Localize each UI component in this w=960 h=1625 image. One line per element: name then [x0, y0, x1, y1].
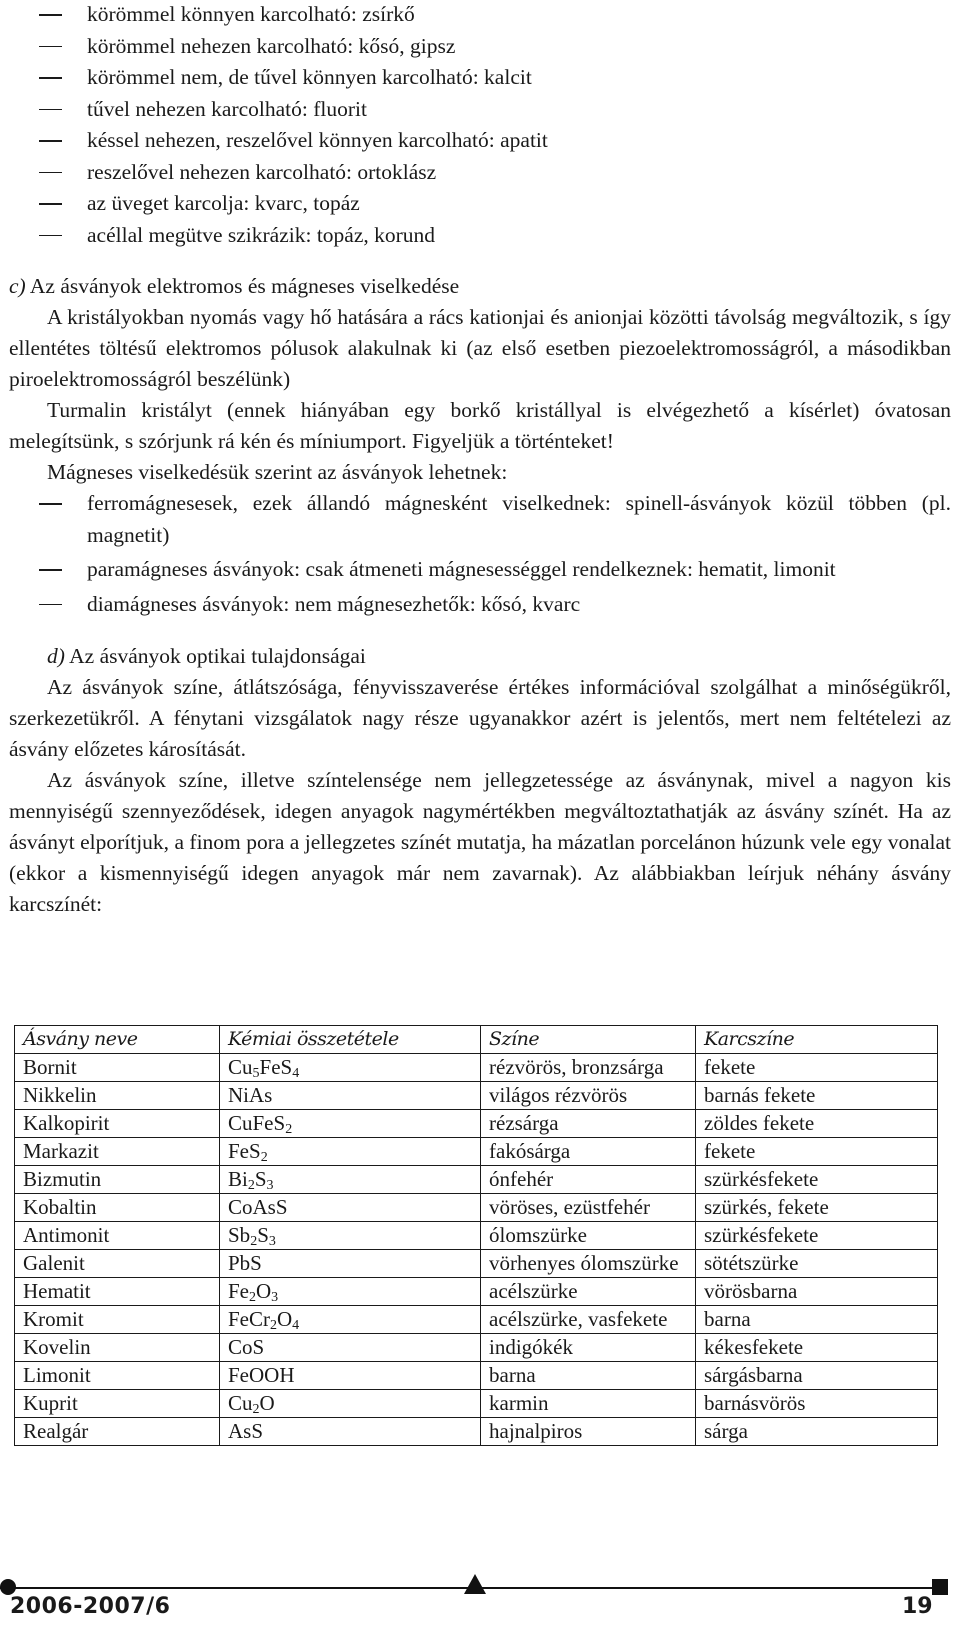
hardness-list-item: [9, 188, 951, 220]
cell-chemical-formula: [220, 1138, 481, 1166]
cell-mineral-name: Galenit: [15, 1250, 220, 1278]
cell-chemical-formula: [220, 1278, 481, 1306]
magnetic-list: [9, 488, 951, 620]
cell-chemical-formula: [220, 1194, 481, 1222]
cell-chemical-formula: [220, 1222, 481, 1250]
cell-mineral-name: Realgár: [15, 1418, 220, 1446]
table-row: [15, 1418, 938, 1446]
formula-element: CoAsS: [228, 1195, 288, 1219]
section-d-title: Az ásványok optikai tulajdonságai: [69, 644, 366, 668]
formula-element: O: [277, 1307, 293, 1331]
formula-element: S: [257, 1223, 269, 1247]
cell-color: ónfehér: [481, 1166, 696, 1194]
cell-color: vörhenyes ólomszürke: [481, 1250, 696, 1278]
formula-element: Fe: [228, 1279, 249, 1303]
cell-color: barna: [481, 1362, 696, 1390]
cell-color: ólomszürke: [481, 1222, 696, 1250]
cell-streak: sötétszürke: [696, 1250, 938, 1278]
magnetic-list-item: [9, 488, 951, 551]
formula-element: Bi: [228, 1167, 248, 1191]
section-c-title: Az ásványok elektromos és mágneses viselkedése: [29, 274, 460, 298]
formula-subscript: 5: [252, 1066, 260, 1081]
header-color: Színe: [481, 1026, 696, 1054]
cell-mineral-name: Kalkopirit: [15, 1110, 220, 1138]
cell-streak: barnás fekete: [696, 1082, 938, 1110]
cell-mineral-name: Limonit: [15, 1362, 220, 1390]
hardness-list-item: [9, 94, 951, 126]
cell-mineral-name: Bizmutin: [15, 1166, 220, 1194]
formula-subscript: 2: [285, 1122, 293, 1137]
footer-triangle-ornament: [464, 1574, 486, 1594]
cell-streak: sárga: [696, 1418, 938, 1446]
list-item-text: körömmel könnyen karcolható: zsírkő: [87, 2, 415, 26]
cell-mineral-name: Antimonit: [15, 1222, 220, 1250]
cell-color: karmin: [481, 1390, 696, 1418]
formula-subscript: 3: [268, 1234, 276, 1249]
cell-streak: fekete: [696, 1054, 938, 1082]
cell-mineral-name: Bornit: [15, 1054, 220, 1082]
cell-chemical-formula: [220, 1306, 481, 1334]
header-chemical-formula: Kémiai összetétele: [220, 1026, 481, 1054]
cell-color: rézsárga: [481, 1110, 696, 1138]
formula-subscript: 2: [250, 1234, 258, 1249]
formula-element: FeS: [228, 1139, 261, 1163]
formula-subscript: 2: [260, 1150, 268, 1165]
formula-subscript: 2: [247, 1178, 255, 1193]
cell-mineral-name: Kovelin: [15, 1334, 220, 1362]
hardness-list-item: [9, 125, 951, 157]
table-row: [15, 1250, 938, 1278]
list-item-text: diamágneses ásványok: nem mágnesezhetők: kősó, kvarc: [87, 591, 581, 616]
streak-color-table: [14, 1025, 938, 1446]
cell-chemical-formula: [220, 1166, 481, 1194]
cell-chemical-formula: [220, 1082, 481, 1110]
formula-subscript: 3: [271, 1290, 279, 1305]
cell-mineral-name: Kromit: [15, 1306, 220, 1334]
section-d-paragraph-1: Az ásványok színe, átlátszósága, fényvisszaverése értékes információval szolgálhat a minőségükről, szerkezetükről. A fénytani vizsgálatok nagy része ugyanakkor azért is jelentős, mert nem feltételezi az ásvány előzetes károsítását.: [9, 675, 951, 761]
table-row: [15, 1110, 938, 1138]
hardness-list-item: [9, 0, 951, 31]
formula-element: PbS: [228, 1251, 262, 1275]
hardness-list-item: [9, 220, 951, 252]
list-item-text: paramágneses ásványok: csak átmeneti mágnesességgel rendelkeznek: hematit, limonit: [87, 557, 836, 581]
formula-subscript: 4: [292, 1066, 300, 1081]
list-item-text: késsel nehezen, reszelővel könnyen karcolható: apatit: [87, 128, 548, 152]
cell-color: acélszürke, vasfekete: [481, 1306, 696, 1334]
page-number: 19: [902, 1594, 933, 1619]
cell-streak: szürkés, fekete: [696, 1194, 938, 1222]
cell-chemical-formula: [220, 1390, 481, 1418]
formula-element: Sb: [228, 1223, 251, 1247]
section-c-paragraph-3: Mágneses viselkedésük szerint az ásványok lehetnek:: [47, 460, 508, 484]
formula-element: FeOOH: [228, 1363, 295, 1387]
list-item-text: acéllal megütve szikrázik: topáz, korund: [87, 222, 436, 247]
table-row: [15, 1138, 938, 1166]
cell-mineral-name: Kobaltin: [15, 1194, 220, 1222]
formula-subscript: 2: [252, 1402, 260, 1417]
cell-mineral-name: Kuprit: [15, 1390, 220, 1418]
formula-element: CuFeS: [228, 1111, 286, 1135]
table-row: [15, 1306, 938, 1334]
formula-element: O: [259, 1391, 275, 1415]
cell-streak: kékesfekete: [696, 1334, 938, 1362]
table-row: [15, 1054, 938, 1082]
cell-chemical-formula: [220, 1362, 481, 1390]
header-streak: Karcszíne: [696, 1026, 938, 1054]
cell-streak: barna: [696, 1306, 938, 1334]
cell-chemical-formula: [220, 1054, 481, 1082]
list-item-text: tűvel nehezen karcolható: fluorit: [87, 96, 367, 121]
table-row: [15, 1334, 938, 1362]
section-c-paragraph-2: Turmalin kristályt (ennek hiányában egy borkő kristállyal is elvégezhető a kísérlet) óvatosan melegítsünk, s szórjunk rá kén és míniumport. Figyeljük a történteket!: [9, 398, 951, 453]
cell-color: acélszürke: [481, 1278, 696, 1306]
list-item-text: reszelővel nehezen karcolható: ortoklász: [87, 159, 437, 184]
magnetic-list-item: [9, 589, 951, 621]
table-row: [15, 1362, 938, 1390]
footer-circle-ornament: [0, 1579, 16, 1595]
header-mineral-name: Ásvány neve: [15, 1026, 220, 1054]
cell-mineral-name: Nikkelin: [15, 1082, 220, 1110]
section-c-heading: [9, 271, 951, 302]
table-row: [15, 1166, 938, 1194]
table-row: [15, 1278, 938, 1306]
list-item-text: ferromágnesesek, ezek állandó mágnesként viselkednek: spinell-ásványok közül többen (pl. magnetit): [87, 491, 951, 547]
cell-streak: barnásvörös: [696, 1390, 938, 1418]
content: [9, 0, 951, 920]
cell-chemical-formula: [220, 1110, 481, 1138]
cell-streak: sárgásbarna: [696, 1362, 938, 1390]
hardness-list: [9, 0, 951, 251]
hardness-list-item: [9, 62, 951, 94]
cell-color: indigókék: [481, 1334, 696, 1362]
cell-mineral-name: Markazit: [15, 1138, 220, 1166]
formula-element: Cu: [228, 1391, 253, 1415]
hardness-list-item: [9, 157, 951, 189]
footer-square-ornament: [932, 1579, 948, 1595]
cell-streak: vörösbarna: [696, 1278, 938, 1306]
list-item-text: körömmel nehezen karcolható: kősó, gipsz: [87, 33, 456, 58]
cell-streak: zöldes fekete: [696, 1110, 938, 1138]
cell-streak: fekete: [696, 1138, 938, 1166]
list-item-text: az üveget karcolja: kvarc, topáz: [87, 191, 360, 215]
cell-color: fakósárga: [481, 1138, 696, 1166]
cell-chemical-formula: [220, 1250, 481, 1278]
table-row: [15, 1082, 938, 1110]
magnetic-list-item: [9, 554, 951, 586]
table-row: [15, 1222, 938, 1250]
section-c-letter: c): [9, 274, 26, 298]
table-row: [15, 1390, 938, 1418]
cell-color: hajnalpiros: [481, 1418, 696, 1446]
cell-streak: szürkésfekete: [696, 1166, 938, 1194]
section-c-paragraph-1: A kristályokban nyomás vagy hő hatására a rács kationjai és anionjai közötti távolság megváltozik, s így ellentétes töltésű elektromos pólusok alakulnak ki (az első esetben piezoelektromosságról, a másodikban piroelektromosságról beszélünk): [9, 305, 951, 391]
formula-element: FeS: [259, 1055, 293, 1079]
cell-color: rézvörös, bronzsárga: [481, 1054, 696, 1082]
table-body: [15, 1054, 938, 1446]
formula-subscript: 2: [270, 1318, 277, 1333]
formula-element: FeCr: [228, 1307, 270, 1331]
cell-chemical-formula: [220, 1418, 481, 1446]
formula-element: Cu: [228, 1055, 253, 1079]
table-row: [15, 1194, 938, 1222]
list-item-text: körömmel nem, de tűvel könnyen karcolható: kalcit: [87, 65, 532, 89]
cell-mineral-name: Hematit: [15, 1278, 220, 1306]
formula-element: AsS: [228, 1419, 264, 1443]
formula-element: NiAs: [228, 1083, 273, 1107]
section-d-letter: d): [47, 644, 65, 668]
formula-subscript: 4: [292, 1318, 300, 1333]
formula-element: CoS: [228, 1335, 265, 1359]
formula-element: O: [256, 1279, 272, 1303]
section-d-heading: [9, 641, 951, 672]
cell-chemical-formula: [220, 1334, 481, 1362]
cell-streak: szürkésfekete: [696, 1222, 938, 1250]
formula-element: S: [254, 1167, 267, 1191]
footer-issue: 2006-2007/6: [10, 1594, 171, 1619]
hardness-list-item: [9, 31, 951, 63]
cell-color: vöröses, ezüstfehér: [481, 1194, 696, 1222]
formula-subscript: 2: [249, 1290, 256, 1305]
formula-subscript: 3: [266, 1178, 274, 1193]
cell-color: világos rézvörös: [481, 1082, 696, 1110]
section-d-paragraph-2: Az ásványok színe, illetve színtelensége nem jellegzetessége az ásványnak, mivel a nagyon kis mennyiségű szennyeződések, idegen anyagok nagymértékben megváltoztathatják az ásvány színét. Ha az ásványt elporítjuk, a finom pora a jellegzetes színét mutatja, ha mázatlan porcelánon húzunk vele egy vonalat (ekkor a kismennyiségű idegen anyagok már nem zavarnak). Az alábbiakban leírjuk néhány ásvány karcszínét:: [9, 768, 951, 916]
table-header-row: [15, 1026, 938, 1054]
